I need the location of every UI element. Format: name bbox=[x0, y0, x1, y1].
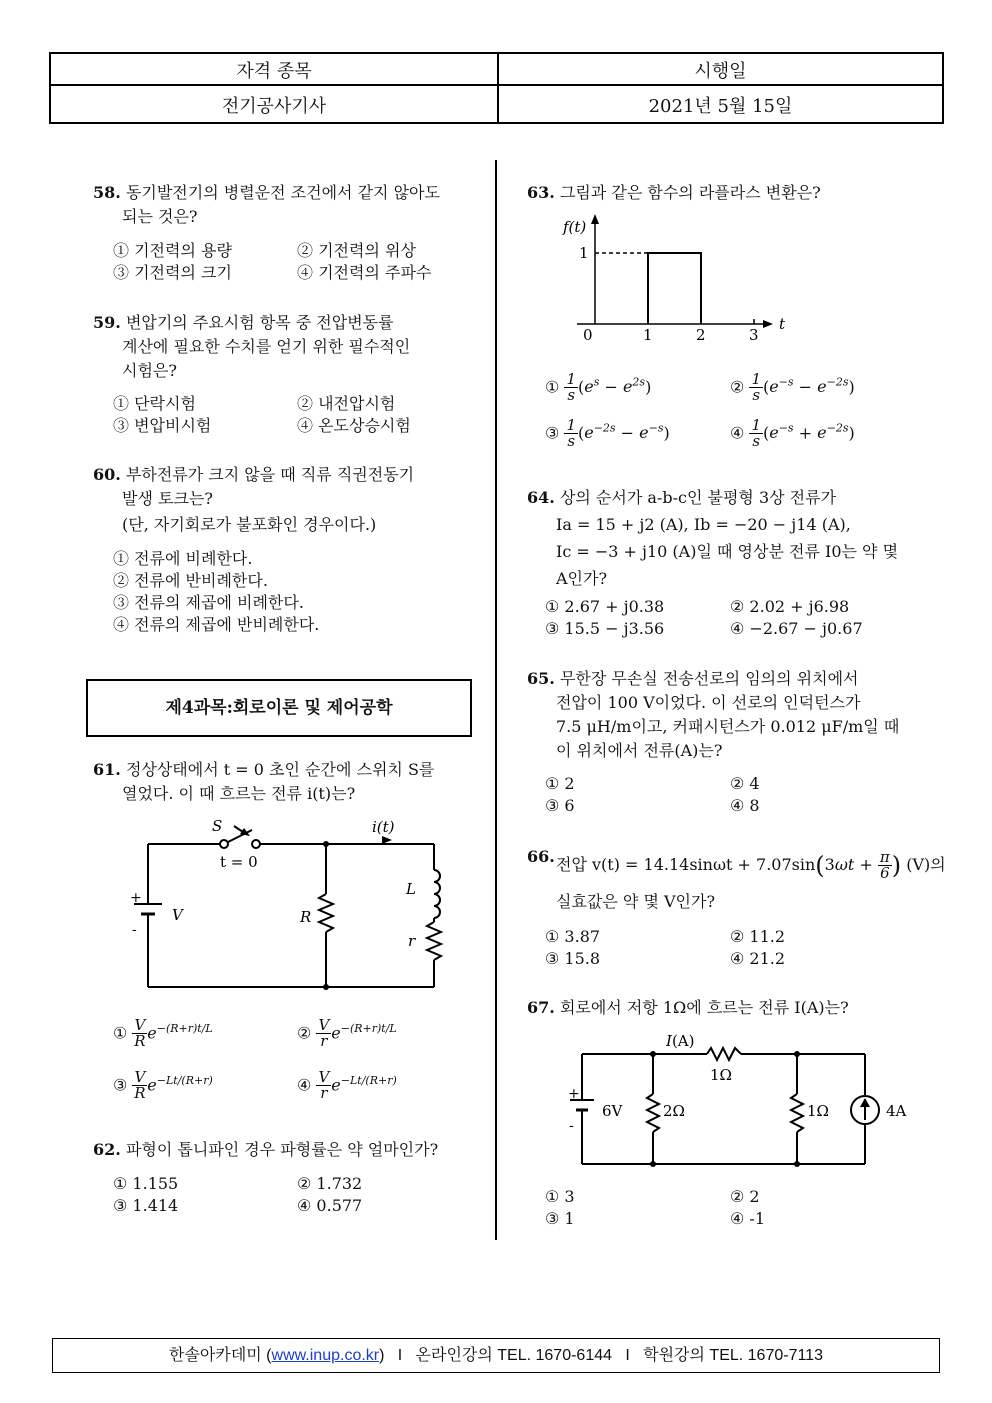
q59-option-2[interactable]: ② 내전압시험 bbox=[297, 394, 396, 413]
q61-text1: 정상상태에서 t = 0 초인 순간에 스위치 S를 bbox=[125, 760, 435, 779]
q62-option-4[interactable]: ④ 0.577 bbox=[297, 1196, 363, 1215]
q62-text1: 파형이 톱니파인 경우 파형률은 약 얼마인가? bbox=[125, 1140, 439, 1159]
q59-option-3[interactable]: ③ 변압비시험 bbox=[113, 416, 212, 435]
question-60 bbox=[93, 463, 488, 537]
q63-option-4[interactable]: ④ $\frac{1}{s}$ $(e^{-s} + e^{-2s})$ bbox=[730, 416, 855, 451]
graph-xlabel: t bbox=[779, 315, 786, 333]
question-62 bbox=[93, 1138, 488, 1162]
q65-option-4[interactable]: ④ 8 bbox=[730, 796, 760, 815]
q63-text1: 그림과 같은 함수의 라플라스 변환은? bbox=[559, 183, 821, 202]
q63-option-3[interactable]: ③ $\frac{1}{s}$ $(e^{-2s} - e^{-s})$ bbox=[545, 416, 670, 451]
battery-plus-sign: + bbox=[568, 1086, 580, 1102]
header-col2-title: 시행일 bbox=[694, 61, 747, 82]
q61-option-1[interactable]: ① $\frac{V}{R}$ $e^{-(R+r)t/L}$ bbox=[113, 1016, 213, 1051]
q64-option-1[interactable]: ① 2.67 + j0.38 bbox=[545, 597, 665, 616]
question-61 bbox=[93, 758, 488, 806]
battery-plus-sign: + bbox=[130, 890, 142, 906]
q58-option-3[interactable]: ③ 기전력의 크기 bbox=[113, 263, 232, 282]
q65-text1: 무한장 무손실 전송선로의 임의의 위치에서 bbox=[559, 669, 859, 688]
q66-text-post: (V)의 bbox=[906, 855, 946, 874]
q61-circuit-diagram bbox=[120, 812, 450, 997]
section-heading: 제4과목:회로이론 및 제어공학 bbox=[86, 679, 472, 737]
q59-text2: 계산에 필요한 수치를 얻기 위한 필수적인 bbox=[122, 337, 411, 356]
header-table bbox=[49, 52, 944, 124]
q62-option-1[interactable]: ① 1.155 bbox=[113, 1174, 179, 1193]
q60-option-2[interactable]: ② 전류에 반비례한다. bbox=[113, 571, 268, 590]
footer-website-link[interactable]: www.inup.co.kr bbox=[271, 1347, 380, 1364]
q63-option-2[interactable]: ② $\frac{1}{s}$ $(e^{-s} - e^{-2s})$ bbox=[730, 370, 855, 405]
q59-text1: 변압기의 주요시험 항목 중 전압변동률 bbox=[125, 313, 394, 332]
q64-text2: Ia = 15 + j2 (A), Ib = −20 − j14 (A), bbox=[556, 515, 851, 534]
q66-number: 66. bbox=[527, 847, 555, 866]
footer-bar bbox=[52, 1338, 940, 1373]
current-label: i(t) bbox=[372, 818, 395, 836]
q66-option-4[interactable]: ④ 21.2 bbox=[730, 949, 786, 968]
q65-text2: 전압이 100 V이었다. 이 선로의 인덕턴스가 bbox=[556, 693, 861, 712]
q64-option-4[interactable]: ④ −2.67 − j0.67 bbox=[730, 619, 863, 638]
current-label: I(A) bbox=[666, 1032, 695, 1050]
q58-option-1[interactable]: ① 기전력의 용량 bbox=[113, 241, 232, 260]
battery-minus-sign: - bbox=[132, 922, 137, 938]
q61-number: 61. bbox=[93, 760, 121, 779]
q59-number: 59. bbox=[93, 313, 121, 332]
q60-option-1[interactable]: ① 전류에 비례한다. bbox=[113, 549, 253, 568]
q59-option-4[interactable]: ④ 온도상승시험 bbox=[297, 416, 411, 435]
q58-text2: 되는 것은? bbox=[122, 207, 198, 226]
q60-option-4[interactable]: ④ 전류의 제곱에 반비례한다. bbox=[113, 615, 320, 634]
question-63 bbox=[527, 181, 927, 205]
q62-option-2[interactable]: ② 1.732 bbox=[297, 1174, 363, 1193]
graph-ylabel: f(t) bbox=[563, 218, 587, 236]
header-col1-title: 자격 종목 bbox=[236, 61, 312, 82]
q60-text3: (단, 자기회로가 불포화인 경우이다.) bbox=[122, 515, 377, 534]
q59-option-1[interactable]: ① 단락시험 bbox=[113, 394, 196, 413]
q58-option-2[interactable]: ② 기전력의 위상 bbox=[297, 241, 416, 260]
q67-option-4[interactable]: ④ -1 bbox=[730, 1209, 766, 1228]
q66-option-3[interactable]: ③ 15.8 bbox=[545, 949, 601, 968]
q65-number: 65. bbox=[527, 669, 555, 688]
graph-y-tick-1: 1 bbox=[579, 244, 589, 262]
q64-number: 64. bbox=[527, 488, 555, 507]
q60-text1: 부하전류가 크지 않을 때 직류 직권전동기 bbox=[125, 465, 415, 484]
header-col1-value: 전기공사기사 bbox=[221, 96, 327, 117]
q58-option-4[interactable]: ④ 기전력의 주파수 bbox=[297, 263, 432, 282]
q66-option-2[interactable]: ② 11.2 bbox=[730, 927, 786, 946]
source-label: 6V bbox=[602, 1102, 623, 1120]
q64-option-2[interactable]: ② 2.02 + j6.98 bbox=[730, 597, 850, 616]
header-col2-value: 2021년 5월 15일 bbox=[648, 96, 793, 117]
q61-text2: 열었다. 이 때 흐르는 전류 i(t)는? bbox=[122, 784, 356, 803]
q65-option-1[interactable]: ① 2 bbox=[545, 774, 575, 793]
q64-text1: 상의 순서가 a-b-c인 불평형 3상 전류가 bbox=[559, 488, 837, 507]
q64-option-3[interactable]: ③ 15.5 − j3.56 bbox=[545, 619, 665, 638]
q67-number: 67. bbox=[527, 998, 555, 1017]
q67-option-2[interactable]: ② 2 bbox=[730, 1187, 760, 1206]
resistor-1-ohm-label: 1Ω bbox=[807, 1102, 829, 1120]
resistor-r-label: R bbox=[300, 908, 312, 926]
question-58 bbox=[93, 181, 488, 229]
inductor-label: L bbox=[406, 880, 416, 898]
q64-text3: Ic = −3 + j10 (A)일 때 영상분 전류 I0는 약 몇 bbox=[556, 542, 899, 561]
question-59 bbox=[93, 311, 488, 383]
battery-minus-sign: - bbox=[569, 1118, 574, 1134]
q58-number: 58. bbox=[93, 183, 121, 202]
q63-option-1[interactable]: ① $\frac{1}{s}$ $(e^s - e^{2s})$ bbox=[545, 370, 652, 405]
q65-option-2[interactable]: ② 4 bbox=[730, 774, 760, 793]
q65-text4: 이 위치에서 전류(A)는? bbox=[556, 741, 723, 760]
q62-number: 62. bbox=[93, 1140, 121, 1159]
q60-option-3[interactable]: ③ 전류의 제곱에 비례한다. bbox=[113, 593, 304, 612]
q65-option-3[interactable]: ③ 6 bbox=[545, 796, 575, 815]
q66-option-1[interactable]: ① 3.87 bbox=[545, 927, 601, 946]
question-64 bbox=[527, 484, 927, 592]
question-65 bbox=[527, 667, 927, 763]
q62-option-3[interactable]: ③ 1.414 bbox=[113, 1196, 179, 1215]
source-label: V bbox=[172, 906, 183, 924]
question-67 bbox=[527, 996, 927, 1020]
q63-function-graph bbox=[555, 212, 795, 347]
graph-x-tick-3: 3 bbox=[749, 326, 759, 344]
footer-brand: 한솔아카데미 ( bbox=[169, 1347, 272, 1364]
column-divider bbox=[495, 160, 497, 1240]
q64-text4: A인가? bbox=[556, 569, 608, 588]
q60-number: 60. bbox=[93, 465, 121, 484]
q66-formula: 전압 v(t) = 14.14sinωt + 7.07sin(3ωt + $\frac{\pi}{6}$ ) (V)의 bbox=[556, 848, 946, 882]
graph-x-tick-2: 2 bbox=[696, 326, 706, 344]
q67-option-3[interactable]: ③ 1 bbox=[545, 1209, 575, 1228]
graph-x-tick-0: 0 bbox=[583, 326, 593, 344]
q63-number: 63. bbox=[527, 183, 555, 202]
series-resistor-label: 1Ω bbox=[710, 1066, 732, 1084]
current-source-label: 4A bbox=[886, 1102, 907, 1120]
q61-option-4[interactable]: ④ $\frac{V}{r}$ $e^{-Lt/(R+r)}$ bbox=[297, 1068, 397, 1103]
graph-x-tick-1: 1 bbox=[643, 326, 653, 344]
q67-option-1[interactable]: ① 3 bbox=[545, 1187, 575, 1206]
q60-text2: 발생 토크는? bbox=[122, 489, 213, 508]
q58-text1: 동기발전기의 병렬운전 조건에서 같지 않아도 bbox=[125, 183, 440, 202]
q66-text2: 실효값은 약 몇 V인가? bbox=[556, 892, 716, 911]
q59-text3: 시험은? bbox=[122, 361, 177, 380]
resistor-r2-label: r bbox=[408, 932, 416, 950]
q67-circuit-diagram bbox=[560, 1028, 920, 1170]
resistor-2-ohm-label: 2Ω bbox=[663, 1102, 685, 1120]
time-label: t = 0 bbox=[220, 853, 258, 871]
q61-option-2[interactable]: ② $\frac{V}{r}$ $e^{-(R+r)t/L}$ bbox=[297, 1016, 397, 1051]
q67-text1: 회로에서 저항 1Ω에 흐르는 전류 I(A)는? bbox=[559, 998, 849, 1017]
q66-text-pre: 전압 v(t) = 14.14sinωt + 7.07sin bbox=[556, 855, 816, 874]
switch-label: S bbox=[212, 817, 223, 835]
q65-text3: 7.5 μH/m이고, 커패시턴스가 0.012 μF/m일 때 bbox=[556, 717, 900, 736]
footer-contact: ) I 온라인강의 TEL. 1670-6144 I 학원강의 TEL. 1670-7113 bbox=[379, 1347, 823, 1364]
q61-option-3[interactable]: ③ $\frac{V}{R}$ $e^{-Lt/(R+r)}$ bbox=[113, 1068, 213, 1103]
